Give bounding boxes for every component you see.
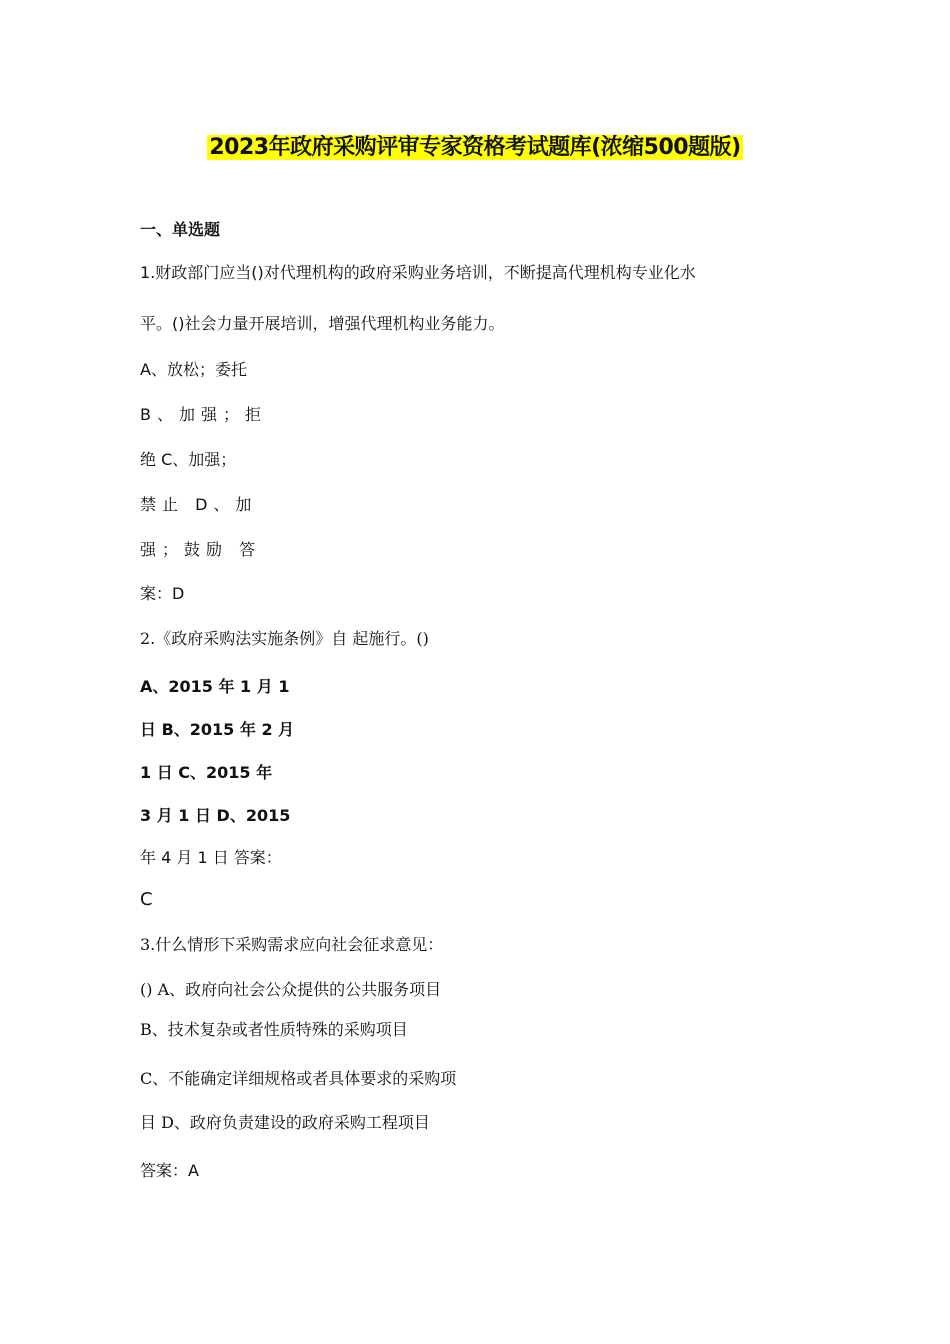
q3-option-b: B、技术复杂或者性质特殊的采购项目 <box>140 1020 408 1039</box>
q2-option-d: 3 月 1 日 D、2015 <box>140 806 291 825</box>
q1-option-b: B、加强；拒 <box>140 405 267 424</box>
q1-option-d: 禁止 D、加 <box>140 495 258 514</box>
q1-stem-line1: 1.财政部门应当()对代理机构的政府采购业务培训，不断提高代理机构专业化水 <box>140 263 696 282</box>
q3-answer: 答案：A <box>140 1161 199 1180</box>
q1-option-c: 绝 C、加强； <box>140 450 237 469</box>
q1-answer-prefix: 强；鼓励 答 <box>140 540 262 559</box>
document-title: 2023年政府采购评审专家资格考试题库(浓缩500题版) <box>209 135 741 160</box>
q3-option-c: C、不能确定详细规格或者具体要求的采购项 <box>140 1069 457 1088</box>
q2-option-a: A、2015 年 1 月 1 <box>140 677 290 696</box>
q2-answer-prefix: 年 4 月 1 日 答案： <box>140 848 282 867</box>
q2-option-c: 1 日 C、2015 年 <box>140 763 273 782</box>
q1-answer: 案：D <box>140 584 185 603</box>
q1-option-a: A、放松；委托 <box>140 360 247 379</box>
q1-stem-line2: 平。()社会力量开展培训，增强代理机构业务能力。 <box>140 314 505 333</box>
q2-option-b: 日 B、2015 年 2 月 <box>140 720 295 739</box>
q2-answer: C <box>140 889 153 910</box>
q3-option-a: () A、政府向社会公众提供的公共服务项目 <box>140 980 442 999</box>
q2-stem: 2.《政府采购法实施条例》自 起施行。() <box>140 629 429 648</box>
q3-option-d: 目 D、政府负责建设的政府采购工程项目 <box>140 1113 430 1132</box>
section-heading: 一、单选题 <box>140 220 221 239</box>
q3-stem: 3.什么情形下采购需求应向社会征求意见： <box>140 935 444 954</box>
document-title-wrap <box>0 133 950 163</box>
